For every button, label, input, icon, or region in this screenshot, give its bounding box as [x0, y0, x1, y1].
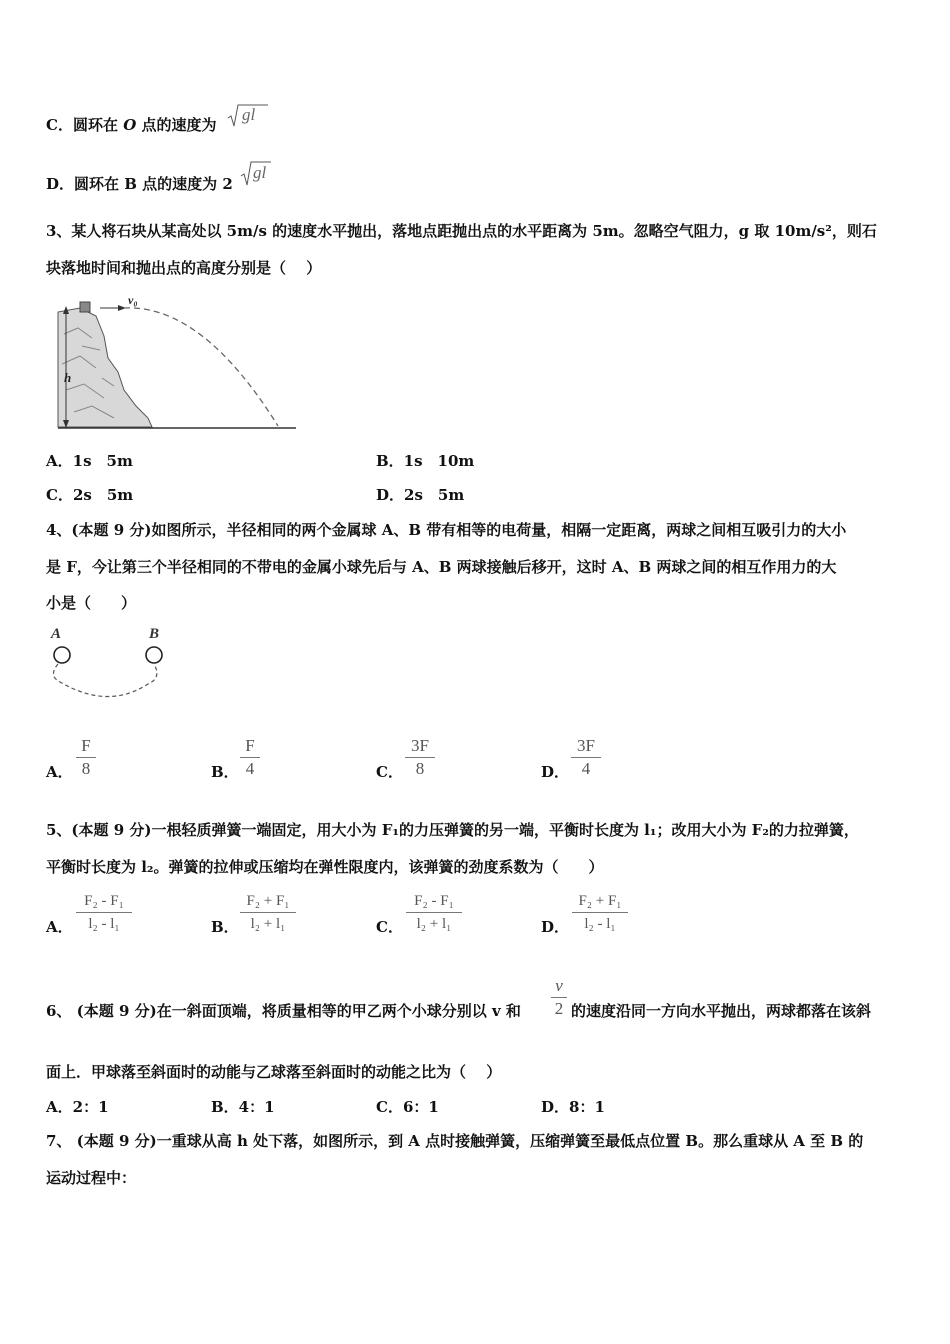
option-label: C． [46, 116, 73, 134]
q5-option-a-frac[interactable] [76, 891, 132, 934]
q4-option-a-label[interactable]: A． [46, 763, 73, 781]
q7-line1: 7、 (本题 9 分)一重球从高 h 处下落，如图所示，到 A 点时接触弹簧，压缩弹簧至最低点位置 B。那么重球从 A 至 B 的 [46, 1132, 864, 1150]
q4-option-b-label[interactable]: B． [211, 763, 239, 781]
option-d-prev [46, 174, 233, 194]
q5-line2: 平衡时长度为 l₂。弹簧的拉伸或压缩均在弹性限度内，该弹簧的劲度系数为（ ） [46, 858, 604, 876]
frac-den: 4 [581, 759, 591, 778]
sqrt-content-d: gl [253, 163, 267, 182]
q6-option-b[interactable]: B．4：1 [211, 1098, 275, 1116]
sphere-a [54, 647, 70, 663]
option-label: D． [46, 175, 75, 193]
sphere-a-label: A [51, 626, 62, 642]
q6-option-c[interactable]: C．6：1 [376, 1098, 439, 1116]
point-o: O [123, 116, 137, 134]
frac-bar [240, 757, 260, 758]
thrower-figure [80, 302, 90, 312]
q4-option-d-label[interactable]: D． [541, 763, 570, 781]
q6-line1-pre: 6、 (本题 9 分)在一斜面顶端，将质量相等的甲乙两个小球分别以 v 和 [46, 1002, 521, 1020]
q3-line1: 3、某人将石块从某高处以 5m/s 的速度水平抛出，落地点距抛出点的水平距离为 5m。忽略空气阻力，g 取 10m/s²，则石 [46, 222, 877, 240]
q3-option-b[interactable]: B．1s 10m [376, 452, 475, 470]
q4-line3: 小是（ ） [46, 594, 137, 612]
frac-den: 4 [245, 759, 255, 778]
charged-spheres-figure [44, 624, 174, 704]
q4-option-b-frac[interactable] [240, 736, 260, 779]
frac-den: 8 [81, 759, 91, 778]
frac-num: F₂ + F₁ [578, 893, 622, 909]
trajectory-dashed [124, 308, 278, 426]
sphere-b-label: B [149, 626, 160, 642]
v0-label: v₀ [128, 293, 138, 307]
frac-num: F₂ - F₁ [414, 893, 454, 909]
frac-bar [240, 912, 296, 913]
frac-num: 3F [411, 736, 429, 755]
cliff-projectile-figure [52, 294, 297, 434]
q5-line1: 5、(本题 9 分)一根轻质弹簧一端固定，用大小为 F₁的力压弹簧的另一端，平衡时长度为 l₁；改用大小为 F₂的力拉弹簧， [46, 821, 859, 839]
q6-line1-post: 的速度沿同一方向水平抛出，两球都落在该斜 [571, 1002, 872, 1020]
q4-option-c-frac[interactable] [405, 736, 435, 779]
q3-option-a[interactable]: A．1s 5m [46, 452, 133, 470]
h-label: h [64, 370, 72, 385]
frac-bar [76, 757, 96, 758]
frac-num: v [555, 976, 563, 995]
q5-option-d-frac[interactable] [572, 891, 628, 934]
q5-option-b-frac[interactable] [240, 891, 296, 934]
q5-option-c-frac[interactable] [406, 891, 462, 934]
frac-den: 2 [554, 999, 564, 1018]
frac-num: F [245, 736, 255, 755]
q5-option-d-label[interactable]: D． [541, 918, 570, 936]
q4-option-a-frac[interactable] [76, 736, 96, 779]
frac-num: 3F [577, 736, 595, 755]
frac-den: l₂ - l₁ [88, 916, 120, 932]
cliff-shape [58, 308, 152, 427]
frac-den: 8 [415, 759, 425, 778]
q6-option-a[interactable]: A．2：1 [46, 1098, 109, 1116]
frac-bar [406, 912, 462, 913]
option-c-prev [46, 115, 217, 135]
q3-option-c[interactable]: C．2s 5m [46, 486, 134, 504]
frac-den: l₂ + l₁ [416, 916, 452, 932]
q6-v-half-frac [551, 976, 567, 1019]
frac-bar [76, 912, 132, 913]
sphere-b [146, 647, 162, 663]
q4-option-c-label[interactable]: C． [376, 763, 403, 781]
q4-line2: 是 F，今让第三个半径相同的不带电的金属小球先后与 A、B 两球接触后移开，这时 A、B 两球之间的相互作用力的大 [46, 558, 837, 576]
sqrt-content-c: gl [242, 105, 256, 124]
frac-num: F₂ - F₁ [84, 893, 124, 909]
q6-line2: 面上．甲球落至斜面时的动能与乙球落至斜面时的动能之比为（ ） [46, 1063, 502, 1081]
frac-bar [571, 757, 601, 758]
sqrt-sign-c [228, 104, 240, 128]
frac-bar [572, 912, 628, 913]
frac-num: F₂ + F₁ [246, 893, 290, 909]
option-text: 圆环在 [72, 116, 118, 134]
third-sphere-path [53, 664, 156, 697]
frac-bar [551, 997, 567, 998]
q3-option-d[interactable]: D．2s 5m [376, 486, 465, 504]
q6-option-d[interactable]: D．8：1 [541, 1098, 605, 1116]
frac-den: l₂ + l₁ [250, 916, 286, 932]
q5-option-c-label[interactable]: C． [376, 918, 403, 936]
q4-line1: 4、(本题 9 分)如图所示，半径相同的两个金属球 A、B 带有相等的电荷量，相隔一定距离，两球之间相互吸引力的大小 [46, 521, 847, 539]
frac-den: l₂ - l₁ [584, 916, 616, 932]
option-text-2: 点的速度为 [141, 116, 217, 134]
q4-option-d-frac[interactable] [571, 736, 601, 779]
q3-line2: 块落地时间和抛出点的高度分别是（ ） [46, 259, 322, 277]
option-text: 圆环在 B 点的速度为 2 [74, 175, 233, 193]
q5-option-b-label[interactable]: B． [211, 918, 239, 936]
q5-option-a-label[interactable]: A． [46, 918, 73, 936]
frac-bar [405, 757, 435, 758]
q7-line2: 运动过程中： [46, 1169, 137, 1187]
frac-num: F [81, 736, 91, 755]
